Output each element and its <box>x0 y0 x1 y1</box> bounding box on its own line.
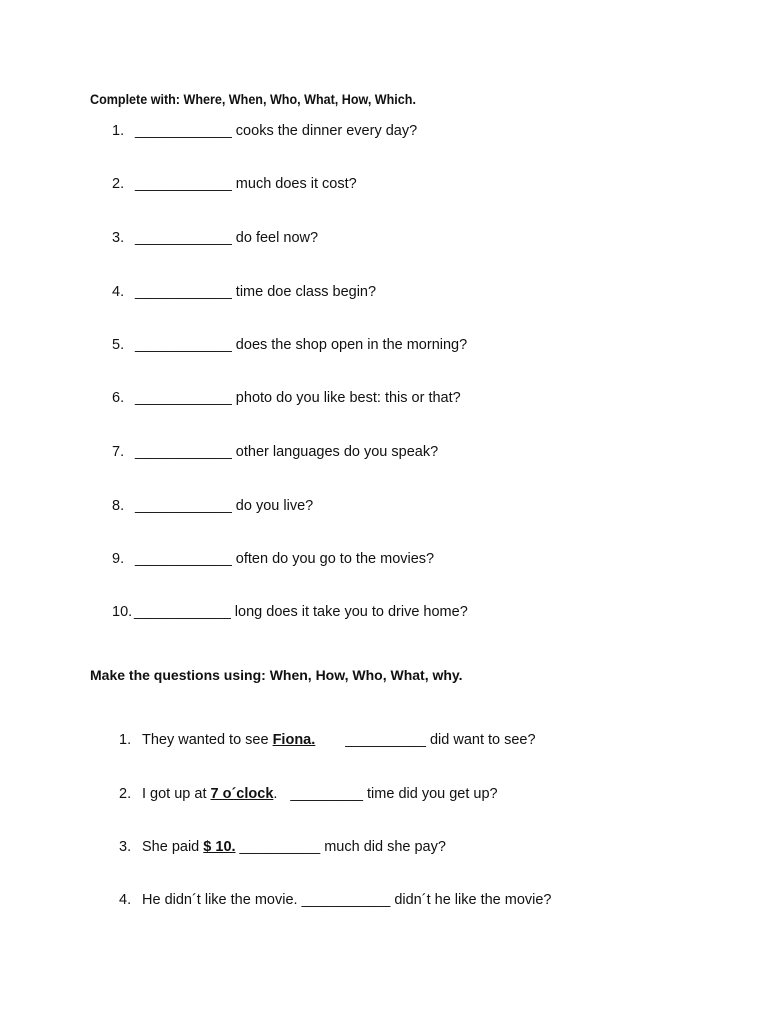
section1-item <box>112 550 434 568</box>
statement-text: She paid <box>142 839 204 855</box>
section1-item <box>112 443 438 461</box>
answer-blank: __________ <box>239 839 321 855</box>
section1-item <box>112 497 313 515</box>
item-text: often do you go to the movies? <box>231 551 435 567</box>
answer-blank: ____________ <box>135 551 232 567</box>
item-number: 10. <box>112 604 133 620</box>
answer-blank: ____________ <box>135 230 232 246</box>
question-text: did want to see? <box>425 732 536 748</box>
answer-blank: ____________ <box>135 123 232 139</box>
question-text: much did she pay? <box>320 839 446 855</box>
section2-item <box>119 785 498 803</box>
question-text: didn´t he like the movie? <box>390 892 552 908</box>
item-number: 4. <box>112 284 125 300</box>
item-text: time doe class begin? <box>231 284 377 300</box>
statement-text: I got up at <box>142 786 211 802</box>
item-number: 6. <box>112 390 125 406</box>
item-number: 9. <box>112 551 125 567</box>
statement-punctuation: . <box>273 786 278 802</box>
answer-blank: ____________ <box>135 444 232 460</box>
answer-blank: ____________ <box>135 498 232 514</box>
section2-item <box>119 731 536 749</box>
item-number: 2. <box>112 176 125 192</box>
section1-item <box>112 122 417 140</box>
section1-item <box>112 229 318 247</box>
statement-text: He didn´t like the movie. <box>142 892 302 908</box>
section2-item <box>119 891 552 909</box>
item-number: 3. <box>119 839 132 855</box>
answer-blank: ____________ <box>135 284 232 300</box>
question-text: time did you get up? <box>363 786 498 802</box>
section1-item <box>112 283 376 301</box>
underlined-answer: 7 o´clock <box>210 786 274 802</box>
item-number: 5. <box>112 337 125 353</box>
section1-item <box>112 603 468 621</box>
item-text: photo do you like best: this or that? <box>231 390 461 406</box>
answer-blank: ____________ <box>135 390 232 406</box>
section1-item <box>112 389 461 407</box>
item-text: does the shop open in the morning? <box>231 337 468 353</box>
answer-blank: __________ <box>345 732 426 748</box>
item-number: 1. <box>112 123 125 139</box>
section2-heading: Make the questions using: When, How, Who, What, why. <box>90 667 463 683</box>
answer-blank: ____________ <box>135 337 232 353</box>
underlined-answer: Fiona. <box>272 732 316 748</box>
item-number: 2. <box>119 786 132 802</box>
item-text: long does it take you to drive home? <box>230 604 468 620</box>
section1-item <box>112 336 467 354</box>
item-text: cooks the dinner every day? <box>231 123 418 139</box>
section2-item <box>119 838 446 856</box>
item-text: much does it cost? <box>231 176 357 192</box>
underlined-answer: $ 10. <box>203 839 236 855</box>
item-number: 4. <box>119 892 132 908</box>
item-text: do you live? <box>231 498 314 514</box>
answer-blank: ___________ <box>301 892 391 908</box>
answer-blank: ____________ <box>135 176 232 192</box>
item-number: 7. <box>112 444 125 460</box>
item-number: 1. <box>119 732 132 748</box>
section1-heading: Complete with: Where, When, Who, What, How, Which. <box>90 92 416 107</box>
answer-blank: _________ <box>290 786 363 802</box>
item-number: 3. <box>112 230 125 246</box>
item-text: do feel now? <box>231 230 319 246</box>
statement-text: They wanted to see <box>142 732 273 748</box>
item-number: 8. <box>112 498 125 514</box>
item-text: other languages do you speak? <box>231 444 439 460</box>
section1-item <box>112 175 357 193</box>
answer-blank: ____________ <box>134 604 231 620</box>
